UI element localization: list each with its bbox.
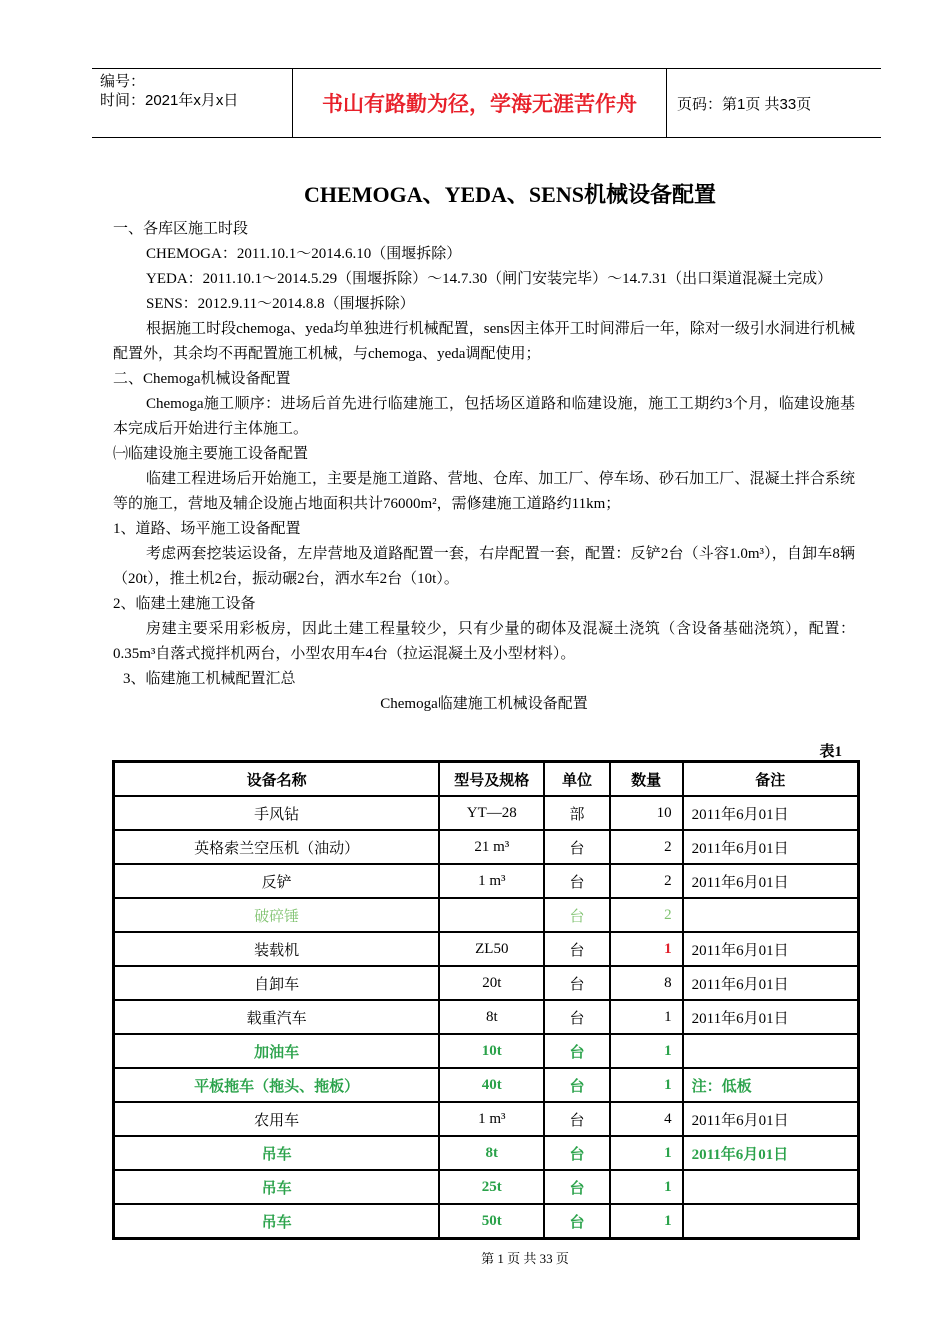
model-spec-cell: 25t	[439, 1170, 544, 1204]
page-footer: 第 1 页 共 33 页	[481, 1251, 569, 1266]
table-row	[114, 1136, 858, 1170]
unit-cell: 部	[544, 796, 609, 830]
column-header: 数量	[610, 762, 683, 796]
document-time-label: 时间：2021年x月x日	[100, 92, 239, 109]
equipment-name-cell: 装载机	[114, 932, 439, 966]
quantity-cell: 1	[610, 1034, 683, 1068]
paragraph: 房建主要采用彩板房，因此土建工程量较少，只有少量的砌体及混凝土浇筑（含设备基础浇筑），配置：0.35m³自落式搅拌机两台，小型农用车4台（拉运混凝土及小型材料）。	[113, 621, 855, 662]
quantity-cell: 2	[610, 864, 683, 898]
unit-cell: 台	[544, 1068, 609, 1102]
remark-cell: 2011年6月01日	[683, 966, 858, 1000]
table-header-row	[114, 762, 858, 796]
remark-cell: 2011年6月01日	[683, 796, 858, 830]
unit-cell: 台	[544, 966, 609, 1000]
table-row	[114, 1204, 858, 1238]
table-row	[114, 864, 858, 898]
unit-cell: 台	[544, 830, 609, 864]
header-motto: 书山有路勤为径，学海无涯苦作舟	[292, 69, 667, 137]
model-spec-cell	[439, 898, 544, 932]
unit-cell: 台	[544, 1204, 609, 1238]
model-spec-cell: 1 m³	[439, 864, 544, 898]
paragraph: 临建工程进场后开始施工，主要是施工道路、营地、仓库、加工厂、停车场、砂石加工厂、混凝土拌合系统等的施工，营地及辅企设施占地面积共计76000m²，需修建施工道路约11km；	[113, 471, 855, 512]
remark-cell: 2011年6月01日	[683, 830, 858, 864]
unit-cell: 台	[544, 932, 609, 966]
model-spec-cell: ZL50	[439, 932, 544, 966]
unit-cell: 台	[544, 1136, 609, 1170]
subsection-heading: 2、临建土建施工设备	[113, 596, 256, 612]
equipment-name-cell: 自卸车	[114, 966, 439, 1000]
equipment-table	[112, 760, 860, 1240]
quantity-cell: 2	[610, 830, 683, 864]
model-spec-cell: 8t	[439, 1136, 544, 1170]
equipment-name-cell: 吊车	[114, 1204, 439, 1238]
paragraph: SENS：2012.9.11～2014.8.8（围堰拆除）	[146, 296, 415, 312]
equipment-name-cell: 吊车	[114, 1136, 439, 1170]
subsection-heading: 1、道路、场平施工设备配置	[113, 521, 301, 537]
remark-cell: 2011年6月01日	[683, 1102, 858, 1136]
model-spec-cell: 40t	[439, 1068, 544, 1102]
remark-cell: 2011年6月01日	[683, 864, 858, 898]
unit-cell: 台	[544, 1102, 609, 1136]
quantity-cell: 4	[610, 1102, 683, 1136]
equipment-name-cell: 英格索兰空压机（油动）	[114, 830, 439, 864]
equipment-name-cell: 载重汽车	[114, 1000, 439, 1034]
model-spec-cell: 8t	[439, 1000, 544, 1034]
equipment-name-cell: 反铲	[114, 864, 439, 898]
document-body	[113, 217, 855, 717]
section-heading: 一、各库区施工时段	[113, 221, 249, 237]
table-body	[114, 796, 858, 1238]
model-spec-cell: 10t	[439, 1034, 544, 1068]
column-header: 单位	[544, 762, 609, 796]
paragraph: YEDA：2011.10.1～2014.5.29（围堰拆除）～14.7.30（闸门安装完毕）～14.7.31（出口渠道混凝土完成）	[146, 271, 833, 287]
quantity-cell: 1	[610, 1204, 683, 1238]
table-row	[114, 1000, 858, 1034]
quantity-cell: 2	[610, 898, 683, 932]
paragraph: Chemoga施工顺序：进场后首先进行临建施工，包括场区道路和临建设施，施工工期约3个月，临建设施基本完成后开始进行主体施工。	[113, 396, 855, 437]
remark-cell	[683, 1204, 858, 1238]
table-row	[114, 1102, 858, 1136]
remark-cell	[683, 1170, 858, 1204]
table-row	[114, 796, 858, 830]
remark-cell: 2011年6月01日	[683, 932, 858, 966]
equipment-name-cell: 农用车	[114, 1102, 439, 1136]
model-spec-cell: 1 m³	[439, 1102, 544, 1136]
column-header: 型号及规格	[439, 762, 544, 796]
paragraph: CHEMOGA：2011.10.1～2014.6.10（围堰拆除）	[146, 246, 462, 262]
table-row	[114, 1170, 858, 1204]
unit-cell: 台	[544, 864, 609, 898]
section-heading: 二、Chemoga机械设备配置	[113, 371, 291, 387]
quantity-cell: 1	[610, 932, 683, 966]
remark-cell: 注：低板	[683, 1068, 858, 1102]
subsection-heading: 3、临建施工机械配置汇总	[123, 671, 296, 687]
model-spec-cell: YT—28	[439, 796, 544, 830]
model-spec-cell: 20t	[439, 966, 544, 1000]
quantity-cell: 10	[610, 796, 683, 830]
remark-cell	[683, 898, 858, 932]
unit-cell: 台	[544, 1034, 609, 1068]
table-row	[114, 966, 858, 1000]
table-label: 表1	[819, 744, 842, 760]
paragraph: 考虑两套挖装运设备，左岸营地及道路配置一套，右岸配置一套，配置：反铲2台（斗容1.0m³），自卸车8辆（20t），推土机2台，振动碾2台，洒水车2台（10t）。	[113, 546, 855, 587]
column-header: 设备名称	[114, 762, 439, 796]
equipment-name-cell: 手风钻	[114, 796, 439, 830]
unit-cell: 台	[544, 1170, 609, 1204]
document-title: CHEMOGA、YEDA、SENS机械设备配置	[304, 182, 716, 207]
equipment-name-cell: 平板拖车（拖头、拖板）	[114, 1068, 439, 1102]
header-meta	[92, 69, 292, 137]
table-row	[114, 898, 858, 932]
remark-cell: 2011年6月01日	[683, 1136, 858, 1170]
equipment-name-cell: 吊车	[114, 1170, 439, 1204]
table-row	[114, 1068, 858, 1102]
paragraph: 根据施工时段chemoga、yeda均单独进行机械配置，sens因主体开工时间滞后一年，除对一级引水洞进行机械配置外，其余均不再配置施工机械，与chemoga、yeda调配使用；	[113, 321, 855, 362]
remark-cell	[683, 1034, 858, 1068]
quantity-cell: 1	[610, 1068, 683, 1102]
table-row	[114, 932, 858, 966]
equipment-name-cell: 加油车	[114, 1034, 439, 1068]
quantity-cell: 1	[610, 1136, 683, 1170]
unit-cell: 台	[544, 1000, 609, 1034]
equipment-name-cell: 破碎锤	[114, 898, 439, 932]
header-page-label: 页码：第1页 共33页	[677, 95, 812, 113]
quantity-cell: 8	[610, 966, 683, 1000]
table-row	[114, 1034, 858, 1068]
model-spec-cell: 21 m³	[439, 830, 544, 864]
table-caption: Chemoga临建施工机械设备配置	[380, 696, 588, 712]
remark-cell: 2011年6月01日	[683, 1000, 858, 1034]
model-spec-cell: 50t	[439, 1204, 544, 1238]
subsection-heading: ㈠临建设施主要施工设备配置	[113, 446, 309, 462]
page-header	[92, 68, 881, 138]
quantity-cell: 1	[610, 1000, 683, 1034]
unit-cell: 台	[544, 898, 609, 932]
column-header: 备注	[683, 762, 858, 796]
document-number-label: 编号：	[100, 73, 146, 90]
quantity-cell: 1	[610, 1170, 683, 1204]
table-row	[114, 830, 858, 864]
